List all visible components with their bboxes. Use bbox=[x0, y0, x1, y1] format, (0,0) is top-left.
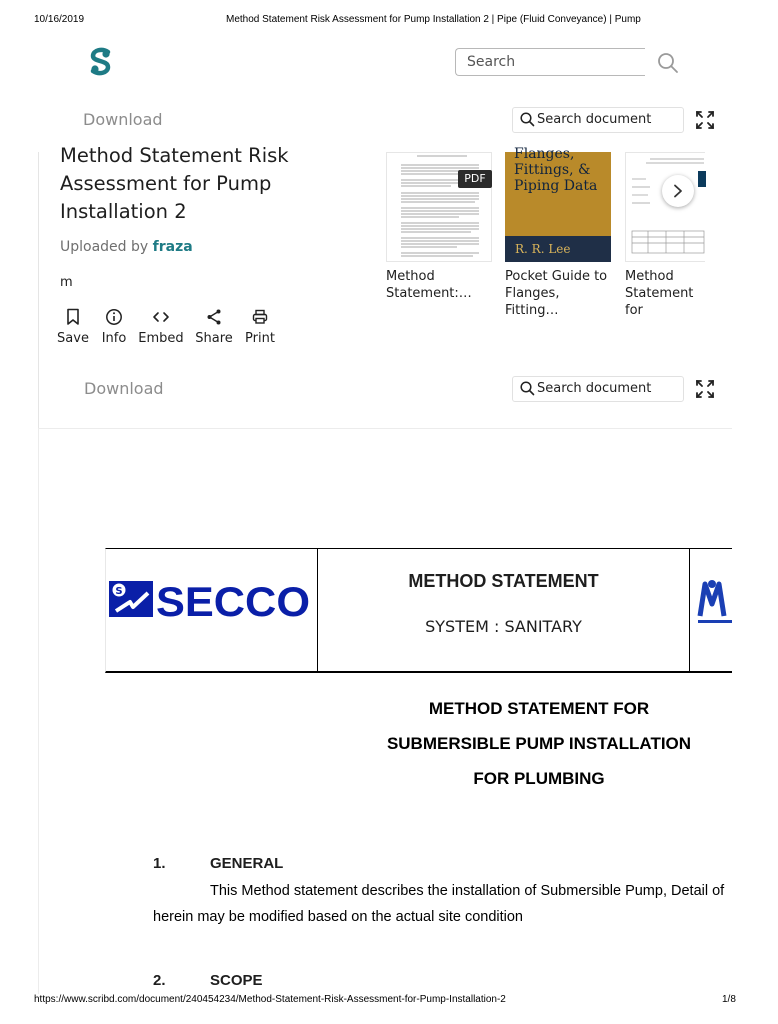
uploaded-by bbox=[60, 239, 193, 255]
section-number: 2. bbox=[153, 972, 166, 989]
book-cover-title: Flanges, Fittings, & Piping Data bbox=[514, 146, 598, 194]
system-label: SYSTEM : SANITARY bbox=[425, 617, 582, 636]
book-cover bbox=[505, 146, 611, 262]
print-page-number: 1/8 bbox=[722, 994, 736, 1005]
section-text-line: This Method statement describes the installation of Submersible Pump, Detail of bbox=[210, 883, 725, 899]
search-icon bbox=[520, 112, 535, 127]
print-button[interactable] bbox=[235, 308, 285, 346]
info-button[interactable] bbox=[89, 308, 139, 346]
related-thumb-1[interactable] bbox=[386, 152, 492, 262]
secco-logo-image bbox=[108, 578, 313, 625]
download-button[interactable]: Download bbox=[83, 110, 163, 129]
search-document-label: Search document bbox=[537, 381, 652, 396]
bookmark-icon bbox=[65, 308, 81, 326]
search-document-box-secondary[interactable] bbox=[512, 376, 684, 402]
table-divider bbox=[317, 548, 318, 671]
chevron-right-icon bbox=[672, 184, 684, 198]
site-search[interactable] bbox=[455, 48, 645, 76]
share-icon bbox=[205, 308, 223, 326]
main-title-line-2: SUBMERSIBLE PUMP INSTALLATION bbox=[386, 734, 692, 753]
document-page-thumbnail bbox=[626, 153, 706, 263]
document-description: m bbox=[60, 275, 73, 290]
table-divider bbox=[689, 548, 690, 671]
search-icon[interactable] bbox=[657, 52, 679, 74]
fullscreen-icon[interactable] bbox=[696, 111, 714, 129]
print-date: 10/16/2019 bbox=[34, 14, 85, 25]
method-statement-heading: METHOD STATEMENT bbox=[408, 571, 599, 591]
search-icon bbox=[520, 381, 535, 396]
print-page-title: Method Statement Risk Assessment for Pump Installation 2 | Pipe (Fluid Conveyance) | Pump bbox=[226, 14, 641, 25]
section-heading: SCOPE bbox=[210, 972, 263, 989]
book-cover-author: R. R. Lee bbox=[515, 242, 571, 256]
section-text-line: herein may be modified based on the actual site condition bbox=[153, 909, 523, 925]
related-title-3[interactable]: Method Statement for bbox=[625, 269, 694, 318]
scribd-logo-icon bbox=[86, 46, 116, 78]
section-number: 1. bbox=[153, 855, 166, 872]
secco-logo bbox=[108, 578, 313, 624]
secco-logo-text: SECCO bbox=[156, 578, 310, 625]
section-heading: GENERAL bbox=[210, 855, 284, 872]
document-viewer-border bbox=[38, 428, 39, 994]
search-document-box[interactable] bbox=[512, 107, 684, 133]
embed-icon bbox=[152, 308, 170, 326]
share-label: Share bbox=[195, 331, 233, 346]
search-input[interactable] bbox=[456, 49, 637, 75]
related-title-2[interactable]: Pocket Guide to Flanges, Fitting… bbox=[505, 269, 608, 318]
related-title-1[interactable]: Method Statement:… bbox=[386, 269, 472, 301]
related-thumb-3[interactable] bbox=[625, 152, 705, 262]
pdf-badge: PDF bbox=[458, 170, 492, 188]
embed-label: Embed bbox=[138, 331, 184, 346]
main-title-line-3: FOR PLUMBING bbox=[473, 769, 605, 788]
print-footer bbox=[0, 994, 768, 1014]
search-document-label: Search document bbox=[537, 112, 652, 127]
save-label: Save bbox=[57, 331, 89, 346]
uploaded-by-label: Uploaded by bbox=[60, 239, 149, 255]
carousel-next-button[interactable] bbox=[662, 175, 694, 207]
print-header bbox=[0, 14, 768, 34]
scribd-logo[interactable] bbox=[86, 46, 116, 78]
share-button[interactable] bbox=[189, 308, 239, 346]
download-button-secondary[interactable]: Download bbox=[84, 379, 164, 398]
embed-button[interactable] bbox=[136, 308, 186, 346]
svg-text:S: S bbox=[115, 586, 123, 597]
related-thumb-2[interactable] bbox=[505, 146, 611, 262]
fullscreen-icon[interactable] bbox=[696, 380, 714, 398]
viewer-right-edge bbox=[732, 428, 768, 994]
print-url: https://www.scribd.com/document/240454234/Method-Statement-Risk-Assessment-for-Pump-Installation-2 bbox=[34, 994, 506, 1005]
document-title: Method Statement Risk Assessment for Pump Installation 2 bbox=[60, 144, 289, 223]
print-label: Print bbox=[245, 331, 275, 346]
uploader-link[interactable]: fraza bbox=[152, 239, 193, 255]
main-title-line-1: METHOD STATEMENT FOR bbox=[428, 699, 650, 718]
print-icon bbox=[251, 308, 269, 326]
info-icon bbox=[105, 308, 123, 326]
info-label: Info bbox=[101, 331, 127, 346]
